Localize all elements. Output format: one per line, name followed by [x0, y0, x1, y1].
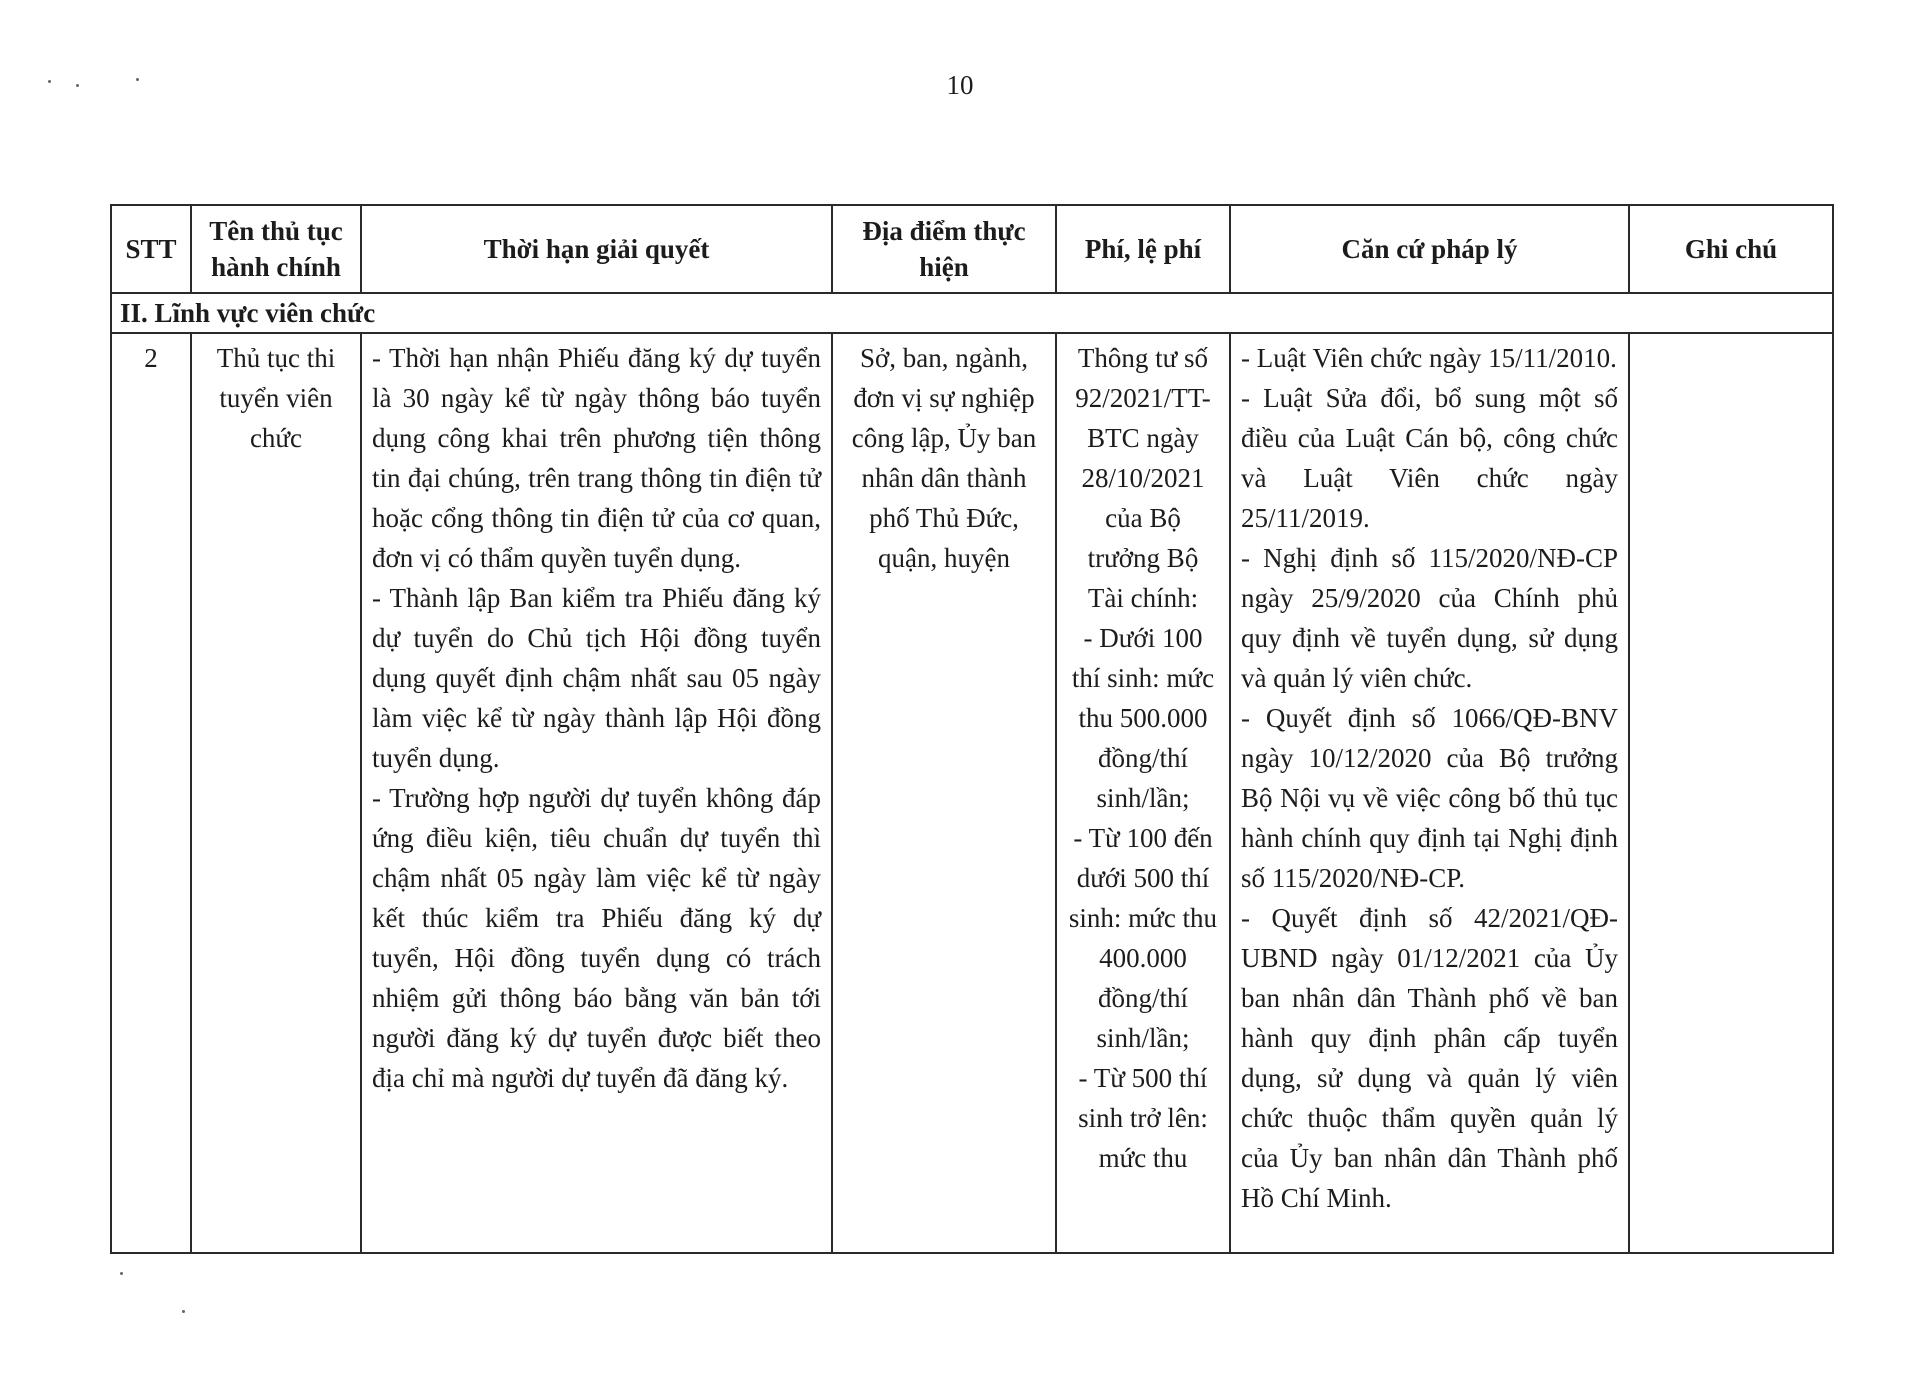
legal-item: - Quyết định số 1066/QĐ-BNV ngày 10/12/2020 của Bộ trưởng Bộ Nội vụ về việc công bố thủ tục hành chính quy định tại Nghị định số 115/2020/NĐ-CP.	[1241, 703, 1618, 893]
header-note: Ghi chú	[1629, 205, 1833, 293]
section-row	[111, 293, 1833, 333]
scan-speck	[76, 84, 79, 87]
cell-stt: 2	[111, 333, 191, 1253]
header-legal-basis: Căn cứ pháp lý	[1230, 205, 1629, 293]
cell-procedure-name: Thủ tục thi tuyển viên chức	[191, 333, 361, 1253]
header-row	[111, 205, 1833, 293]
cell-location: Sở, ban, ngành, đơn vị sự nghiệp công lập, Ủy ban nhân dân thành phố Thủ Đức, quận, huyện	[832, 333, 1056, 1253]
deadline-item: - Thành lập Ban kiểm tra Phiếu đăng ký dự tuyển do Chủ tịch Hội đồng tuyển dụng quyết định chậm nhất sau 05 ngày làm việc kể từ ngày thành lập Hội đồng tuyển dụng.	[372, 583, 821, 773]
header-deadline: Thời hạn giải quyết	[361, 205, 832, 293]
scan-speck	[182, 1310, 185, 1313]
deadline-item: - Thời hạn nhận Phiếu đăng ký dự tuyển là 30 ngày kể từ ngày thông báo tuyển dụng công khai trên phương tiện thông tin đại chúng, trên trang thông tin điện tử hoặc cổng thông tin điện tử của cơ quan, đơn vị có thẩm quyền tuyển dụng.	[372, 343, 821, 573]
scan-speck	[136, 78, 139, 81]
legal-item: - Luật Viên chức ngày 15/11/2010.	[1241, 343, 1617, 373]
procedure-table	[110, 204, 1834, 1254]
header-stt: STT	[111, 205, 191, 293]
fee-item: - Dưới 100 thí sinh: mức thu 500.000 đồng/thí sinh/lần;	[1071, 623, 1215, 813]
cell-fee	[1056, 333, 1230, 1253]
fee-item: - Từ 500 thí sinh trở lên: mức thu	[1078, 1063, 1208, 1173]
table-row	[111, 333, 1833, 1253]
legal-item: - Luật Sửa đổi, bổ sung một số điều của Luật Cán bộ, công chức và Luật Viên chức ngày 25/11/2019.	[1241, 383, 1618, 533]
fee-item: - Từ 100 đến dưới 500 thí sinh: mức thu 400.000 đồng/thí sinh/lần;	[1068, 823, 1218, 1053]
fee-item: Thông tư số 92/2021/TT-BTC ngày 28/10/2021 của Bộ trưởng Bộ Tài chính:	[1075, 343, 1211, 613]
cell-note	[1629, 333, 1833, 1253]
cell-legal-basis	[1230, 333, 1629, 1253]
legal-item: - Quyết định số 42/2021/QĐ-UBND ngày 01/12/2021 của Ủy ban nhân dân Thành phố về ban hành quy định phân cấp tuyển dụng, sử dụng và quản lý viên chức thuộc thẩm quyền quản lý của Ủy ban nhân dân Thành phố Hồ Chí Minh.	[1241, 903, 1618, 1213]
page-number: 10	[946, 70, 974, 100]
deadline-item: - Trường hợp người dự tuyển không đáp ứng điều kiện, tiêu chuẩn dự tuyển thì chậm nhất 05 ngày làm việc kể từ ngày kết thúc kiểm tra Phiếu đăng ký dự tuyển, Hội đồng tuyển dụng có trách nhiệm gửi thông báo bằng văn bản tới người đăng ký dự tuyển được biết theo địa chỉ mà người dự tuyển đã đăng ký.	[372, 783, 821, 1093]
scan-speck	[48, 80, 51, 83]
section-title: II. Lĩnh vực viên chức	[111, 293, 1833, 333]
scan-speck	[120, 1272, 123, 1275]
legal-item: - Nghị định số 115/2020/NĐ-CP ngày 25/9/2020 của Chính phủ quy định về tuyển dụng, sử dụng và quản lý viên chức.	[1241, 543, 1618, 693]
cell-deadline	[361, 333, 832, 1253]
header-location: Địa điểm thực hiện	[832, 205, 1056, 293]
header-procedure-name: Tên thủ tục hành chính	[191, 205, 361, 293]
header-fee: Phí, lệ phí	[1056, 205, 1230, 293]
